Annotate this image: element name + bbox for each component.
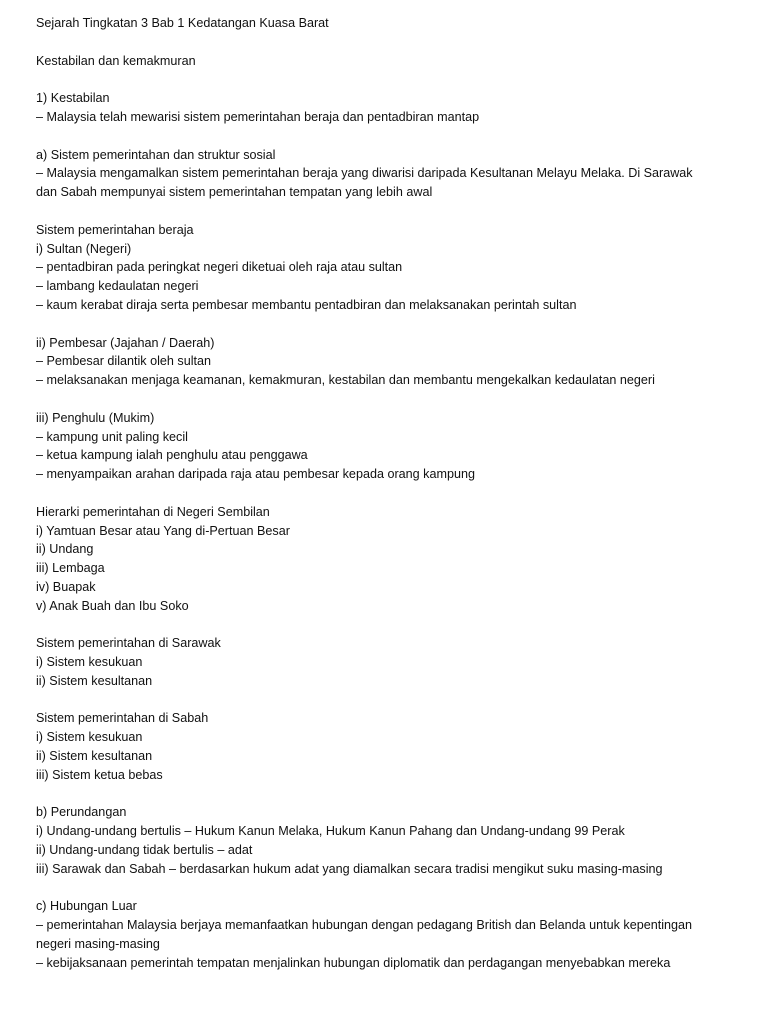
spacer (36, 484, 736, 503)
spacer (36, 70, 736, 89)
section-heading-sarawak: Sistem pemerintahan di Sarawak (36, 636, 221, 651)
list-item: iv) Buapak (36, 579, 96, 594)
list-item: ii) Pembesar (Jajahan / Daerah) (36, 335, 215, 350)
document-page (36, 14, 736, 973)
list-item: i) Yamtuan Besar atau Yang di-Pertuan Besar (36, 523, 290, 538)
section-heading-hubungan-luar: c) Hubungan Luar (36, 899, 137, 914)
list-item: i) Sistem kesukuan (36, 655, 143, 670)
spacer (36, 691, 736, 710)
section-heading-hierarki: Hierarki pemerintahan di Negeri Sembilan (36, 504, 270, 519)
bullet-line: – kebijaksanaan pemerintah tempatan menjalinkan hubungan diplomatik dan perdagangan menyebabkan mereka (36, 955, 671, 970)
bullet-line: – pentadbiran pada peringkat negeri diketuai oleh raja atau sultan (36, 260, 403, 275)
list-item: iii) Sarawak dan Sabah – berdasarkan hukum adat yang diamalkan secara tradisi mengikut suku masing-masing (36, 861, 663, 876)
list-item: i) Sistem kesukuan (36, 730, 143, 745)
document-subtitle: Kestabilan dan kemakmuran (36, 53, 196, 68)
spacer (36, 202, 736, 221)
spacer (36, 127, 736, 146)
bullet-line-continued: dan Sabah mempunyai sistem pemerintahan tempatan yang lebih awal (36, 185, 433, 200)
list-item: ii) Undang-undang tidak bertulis – adat (36, 843, 253, 858)
section-heading-perundangan: b) Perundangan (36, 805, 127, 820)
bullet-line: – pemerintahan Malaysia berjaya memanfaatkan hubungan dengan pedagang British dan Belanda untuk kepentingan (36, 918, 693, 933)
section-heading-kestabilan: 1) Kestabilan (36, 91, 110, 106)
list-item: v) Anak Buah dan Ibu Soko (36, 598, 189, 613)
bullet-line: – lambang kedaulatan negeri (36, 279, 199, 294)
bullet-line: – Malaysia telah mewarisi sistem pemerintahan beraja dan pentadbiran mantap (36, 109, 480, 124)
spacer (36, 879, 736, 898)
list-item: i) Undang-undang bertulis – Hukum Kanun Melaka, Hukum Kanun Pahang dan Undang-undang 99 Perak (36, 824, 625, 839)
spacer (36, 33, 736, 52)
list-item: iii) Sistem ketua bebas (36, 767, 163, 782)
document-title: Sejarah Tingkatan 3 Bab 1 Kedatangan Kuasa Barat (36, 16, 329, 30)
spacer (36, 616, 736, 635)
spacer (36, 390, 736, 409)
list-item: iii) Lembaga (36, 561, 105, 576)
bullet-line: – ketua kampung ialah penghulu atau penggawa (36, 448, 308, 463)
bullet-line: – melaksanakan menjaga keamanan, kemakmuran, kestabilan dan membantu mengekalkan kedaulatan negeri (36, 373, 655, 388)
list-item: iii) Penghulu (Mukim) (36, 410, 155, 425)
bullet-line: – menyampaikan arahan daripada raja atau pembesar kepada orang kampung (36, 467, 475, 482)
section-heading-sistem-pemerintahan: a) Sistem pemerintahan dan struktur sosial (36, 147, 276, 162)
list-item: ii) Sistem kesultanan (36, 749, 153, 764)
list-item: ii) Sistem kesultanan (36, 673, 153, 688)
bullet-line: – kampung unit paling kecil (36, 429, 188, 444)
section-heading-sabah: Sistem pemerintahan di Sabah (36, 711, 209, 726)
bullet-line: – Pembesar dilantik oleh sultan (36, 354, 212, 369)
bullet-line-continued: negeri masing-masing (36, 937, 160, 952)
list-item: ii) Undang (36, 542, 94, 557)
bullet-line: – kaum kerabat diraja serta pembesar membantu pentadbiran dan melaksanakan perintah sultan (36, 297, 577, 312)
spacer (36, 785, 736, 804)
list-item: i) Sultan (Negeri) (36, 241, 132, 256)
section-heading-beraja: Sistem pemerintahan beraja (36, 222, 194, 237)
bullet-line: – Malaysia mengamalkan sistem pemerintahan beraja yang diwarisi daripada Kesultanan Melayu Melaka. Di Sarawak (36, 166, 693, 181)
spacer (36, 315, 736, 334)
